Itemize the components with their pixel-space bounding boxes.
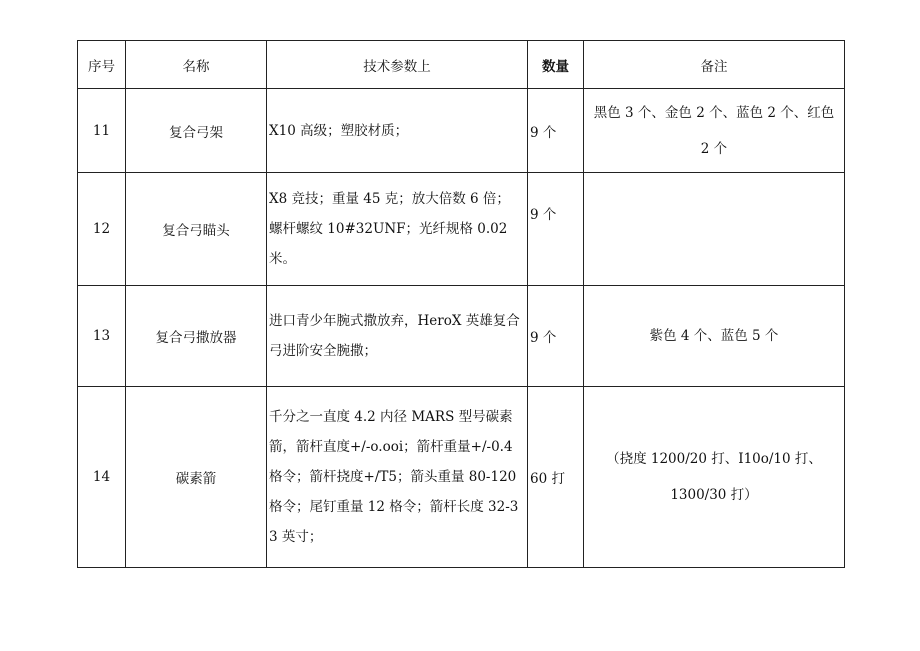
header-tech: 技术参数上 [267,41,528,89]
table-row [78,387,845,568]
row-note: 黑色 3 个、金色 2 个、蓝色 2 个、红色 2 个 [584,89,845,173]
table-row [78,286,845,387]
row-name: 复合弓瞄头 [126,173,267,286]
row-tech: X10 高级；塑胶材质； [267,89,528,173]
row-qty: 9 个 [528,89,584,173]
header-name: 名称 [126,41,267,89]
row-name: 复合弓架 [126,89,267,173]
header-no: 序号 [78,41,126,89]
table-header-row [78,41,845,89]
row-qty: 9 个 [528,173,584,286]
row-name: 碳素箭 [126,387,267,568]
table-row [78,173,845,286]
table-row [78,89,845,173]
row-name: 复合弓撒放器 [126,286,267,387]
header-note: 备注 [584,41,845,89]
spec-table [77,40,845,568]
row-no: 11 [78,89,126,173]
row-tech: 千分之一直度 4.2 内径 MARS 型号碳素箭，箭杆直度+/-o.ooi；箭杆重量+/-0.4 格令；箭杆挠度+/T5；箭头重量 80-120 格令；尾钉重量 12 格令；箭杆长度 32-33 英寸； [267,387,528,568]
row-note: （挠度 1200/20 打、I10o/10 打、1300/30 打） [584,387,845,568]
row-qty: 60 打 [528,387,584,568]
row-no: 13 [78,286,126,387]
row-tech: 进口青少年腕式撒放弃，HeroX 英雄复合弓进阶安全腕撒； [267,286,528,387]
header-qty: 数量 [528,41,584,89]
row-tech: X8 竞技；重量 45 克；放大倍数 6 倍；螺杆螺纹 10#32UNF；光纤规格 0.02 米。 [267,173,528,286]
row-qty: 9 个 [528,286,584,387]
row-no: 14 [78,387,126,568]
row-note: 紫色 4 个、蓝色 5 个 [584,286,845,387]
row-note [584,173,845,286]
row-no: 12 [78,173,126,286]
